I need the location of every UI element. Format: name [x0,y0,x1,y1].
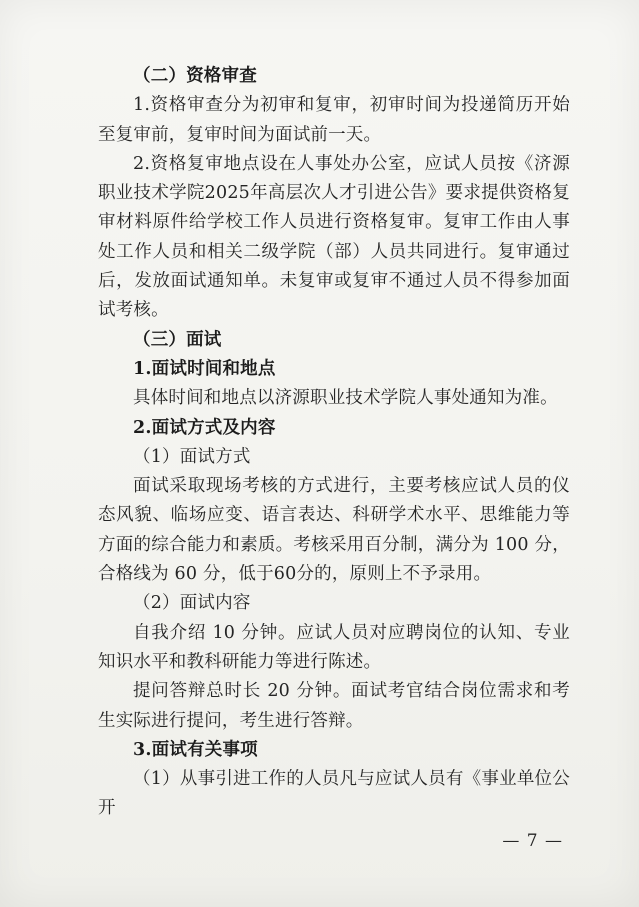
document-body [98,62,570,824]
subheading-interview-time-place: 1.面试时间和地点 [133,358,276,379]
paragraph-interview-method: 面试采取现场考核的方式进行，主要考核应试人员的仪态风貌、临场应变、语言表达、科研学术水平、思维能力等方面的综合能力和素质。考核采用百分制，满分为 100 分，合格线为 60 分，低于60分的，原则上不予录用。 [98,476,570,585]
paragraph-review-location: 2.资格复审地点设在人事处办公室，应试人员按《济源职业技术学院2025年高层次人才引进公告》要求提供资格复审材料原件给学校工作人员进行资格复审。复审工作由人事处工作人员和相关二级学院（部）人员共同进行。复审通过后，发放面试通知单。未复审或复审不通过人员不得参加面试考核。 [98,153,570,321]
paragraph-self-introduction: 自我介绍 10 分钟。应试人员对应聘岗位的认知、专业知识水平和教科研能力等进行陈述。 [98,622,570,672]
subheading-interview-method-content: 2.面试方式及内容 [133,417,276,438]
paragraph-interview-time-place: 具体时间和地点以济源职业技术学院人事处通知为准。 [133,388,558,409]
item-interview-method: （1）面试方式 [133,446,251,467]
paragraph-qa-defense: 提问答辩总时长 20 分钟。面试考官结合岗位需求和考生实际进行提问，考生进行答辩。 [98,681,570,731]
item-interview-content: （2）面试内容 [133,593,251,614]
paragraph-review-timing: 1.资格审查分为初审和复审，初审时间为投递简历开始至复审前，复审时间为面试前一天。 [98,95,570,145]
paragraph-interview-matters: （1）从事引进工作的人员凡与应试人员有《事业单位公开 [98,769,570,819]
page-number: — 7 — [502,831,563,851]
section-heading-qualification-review: （二）资格审查 [133,66,257,86]
subheading-interview-matters: 3.面试有关事项 [133,739,258,760]
section-heading-interview: （三）面试 [133,329,222,350]
